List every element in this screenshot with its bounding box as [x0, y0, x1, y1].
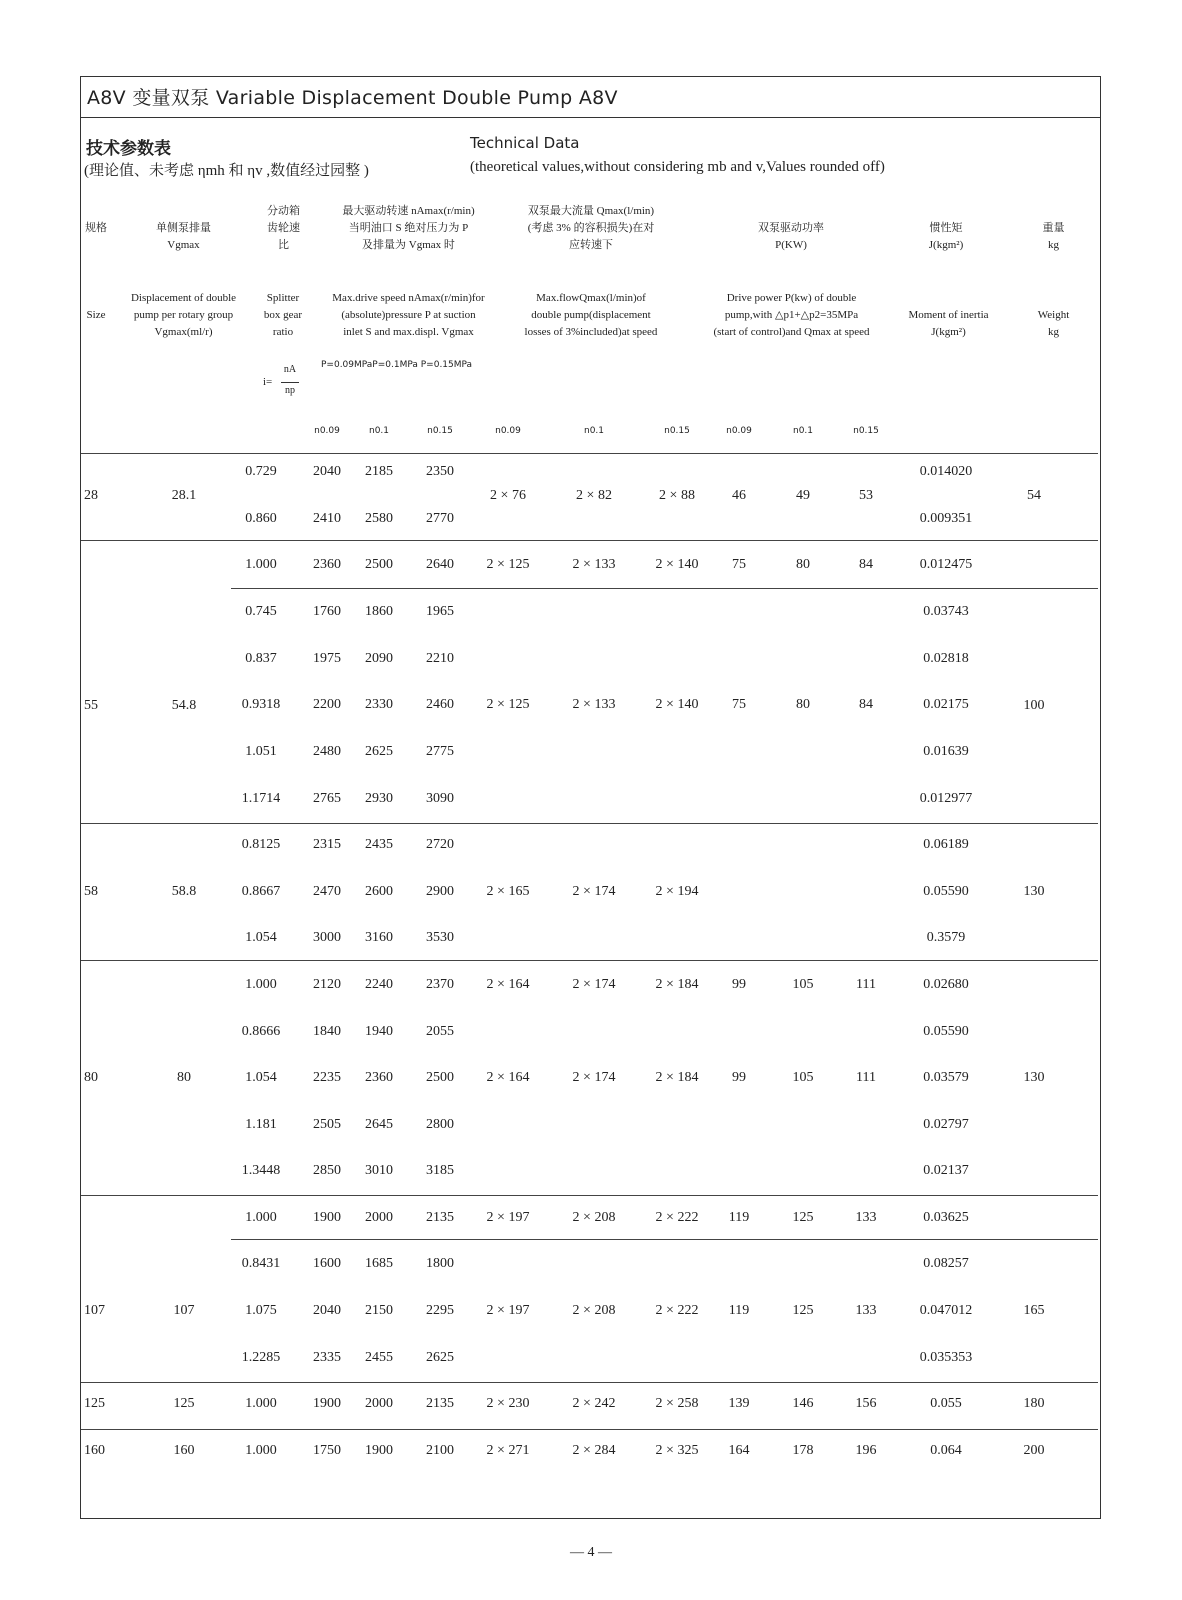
table-cell-ratio: 1.1714 [241, 791, 281, 806]
hdr-en-size: Size [86, 309, 106, 321]
table-cell-j: 0.064 [930, 1443, 962, 1458]
table-cell-s1: 1900 [313, 1210, 341, 1225]
hdr-cn-inertia: 惯性矩 J(kgm²) [928, 222, 964, 251]
row-separator [81, 1195, 1098, 1196]
table-cell-s1: 1975 [313, 651, 341, 666]
table-cell-s2: 2930 [365, 791, 393, 806]
table-cell-s2: 3160 [365, 930, 393, 945]
subheader-cell: n0.15 [664, 426, 690, 436]
table-cell-j: 0.05590 [923, 884, 969, 899]
hdr-en-displacement: Displacement of double pump per rotary group Vgmax(ml/r) [130, 292, 237, 338]
table-cell-j: 0.02818 [923, 651, 969, 666]
size-label: 125 [84, 1396, 105, 1411]
table-cell-j: 0.02797 [923, 1117, 969, 1132]
weight-value: 180 [1023, 1396, 1045, 1411]
displacement-value: 80 [177, 1070, 191, 1085]
size-label: 58 [84, 883, 98, 899]
weight-value: 54 [1027, 487, 1041, 503]
table-cell-ratio: 0.8666 [241, 1024, 281, 1039]
hdr-en-speed: Max.drive speed nAmax(r/min)for (absolute)pressure P at suction inlet S and max.displ. Vgmax [332, 292, 485, 338]
table-cell-s3: 2770 [426, 511, 454, 526]
table-cell-p1: 99 [732, 977, 746, 992]
table-cell-s2: 1940 [365, 1024, 393, 1039]
table-cell-p3: 133 [855, 1210, 877, 1225]
spec-table-frame [80, 76, 1101, 1519]
table-cell-j: 0.035353 [919, 1350, 973, 1365]
table-cell-j: 0.02175 [923, 697, 969, 712]
size-label: 80 [84, 1070, 98, 1085]
table-cell-f2: 2 × 174 [572, 884, 616, 899]
table-cell-ratio: 1.054 [245, 930, 277, 945]
displacement-value: 58.8 [171, 883, 197, 899]
table-cell-s3: 3185 [426, 1163, 454, 1178]
note-cn: (理论值、未考虑 ηmh 和 ηv ,数值经过园整 ) [84, 163, 369, 179]
displacement-value: 160 [173, 1443, 195, 1458]
subheader-cell: n0.1 [583, 426, 605, 436]
table-cell-s1: 1840 [313, 1024, 341, 1039]
table-cell-s3: 2500 [426, 1070, 454, 1085]
table-cell-p1: 46 [732, 487, 746, 503]
table-cell-f1: 2 × 165 [486, 884, 530, 899]
table-cell-f3: 2 × 222 [655, 1303, 699, 1318]
table-cell-s1: 1600 [313, 1256, 341, 1271]
hdr-cn-power: 双泵驱动功率 P(KW) [758, 222, 824, 251]
hdr-en-ratio: Splitter box gear ratio [263, 292, 303, 338]
table-cell-s2: 2150 [365, 1303, 393, 1318]
hdr-en-inertia: Moment of inertia J(kgm²) [908, 309, 989, 338]
row-separator [231, 1239, 1098, 1240]
table-cell-s1: 2410 [313, 511, 341, 526]
table-cell-f2: 2 × 242 [572, 1396, 616, 1411]
table-cell-s3: 2800 [426, 1117, 454, 1132]
table-cell-f1: 2 × 230 [486, 1396, 530, 1411]
note-en: (theoretical values,without considering mb and v,Values rounded off) [470, 159, 885, 175]
table-cell-s3: 2460 [426, 697, 454, 712]
table-cell-j: 0.3579 [926, 930, 966, 945]
table-cell-j: 0.014020 [919, 464, 973, 479]
table-cell-f1: 2 × 164 [486, 977, 530, 992]
table-cell-p2: 125 [792, 1303, 814, 1318]
table-cell-f2: 2 × 208 [572, 1303, 616, 1318]
table-cell-ratio: 0.860 [245, 511, 277, 526]
size-label: 160 [84, 1443, 105, 1458]
table-cell-p3: 111 [856, 977, 876, 992]
table-cell-j: 0.02680 [923, 977, 969, 992]
table-cell-ratio: 1.054 [245, 1070, 277, 1085]
table-cell-p2: 80 [796, 557, 810, 572]
table-cell-s2: 2090 [365, 651, 393, 666]
table-cell-ratio: 1.000 [245, 977, 277, 992]
table-cell-s1: 2040 [313, 464, 341, 479]
table-cell-s2: 2000 [365, 1210, 393, 1225]
table-cell-s3: 2775 [426, 744, 454, 759]
table-cell-f2: 2 × 284 [572, 1443, 616, 1458]
hdr-cn-speed: 最大驱动转速 nAmax(r/min) 当明油口 S 绝对压力为 P 及排量为 Vgmax 时 [342, 205, 475, 251]
heading-en: Technical Data [470, 134, 580, 152]
size-label: 28 [84, 487, 98, 503]
table-cell-ratio: 0.729 [245, 464, 277, 479]
displacement-value: 125 [173, 1396, 195, 1411]
table-cell-p2: 49 [796, 487, 810, 503]
table-cell-s2: 2580 [365, 511, 393, 526]
table-cell-s3: 3530 [426, 930, 454, 945]
table-cell-s1: 2235 [313, 1070, 341, 1085]
subheader-cell: n0.09 [314, 426, 340, 436]
table-cell-j: 0.01639 [923, 744, 969, 759]
row-separator [81, 1429, 1098, 1430]
subheader-cell: n0.15 [427, 426, 453, 436]
table-cell-p1: 119 [728, 1210, 750, 1225]
table-cell-ratio: 1.2285 [241, 1350, 281, 1365]
weight-value: 130 [1023, 1070, 1045, 1085]
heading-cn: 技术参数表 [86, 139, 171, 159]
table-cell-p1: 139 [728, 1396, 750, 1411]
subheader-cell: n0.09 [726, 426, 752, 436]
table-cell-f1: 2 × 164 [486, 1070, 530, 1085]
table-cell-f1: 2 × 125 [486, 557, 530, 572]
table-cell-f3: 2 × 184 [655, 1070, 699, 1085]
table-cell-p1: 75 [732, 697, 746, 712]
subheader-cell: n0.1 [792, 426, 814, 436]
row-separator [81, 540, 1098, 541]
table-cell-s2: 2330 [365, 697, 393, 712]
table-cell-s1: 3000 [313, 930, 341, 945]
table-cell-s3: 2640 [426, 557, 454, 572]
table-cell-j: 0.012475 [919, 557, 973, 572]
table-cell-s1: 2040 [313, 1303, 341, 1318]
hdr-en-power: Drive power P(kw) of double pump,with △p1+△p2=35MPa (start of control)and Qmax at speed [713, 292, 870, 338]
table-cell-f3: 2 × 258 [655, 1396, 699, 1411]
table-cell-ratio: 1.075 [245, 1303, 277, 1318]
table-cell-s2: 1685 [365, 1256, 393, 1271]
table-cell-ratio: 1.000 [245, 1210, 277, 1225]
size-label: 55 [84, 697, 98, 713]
table-cell-f3: 2 × 222 [655, 1210, 699, 1225]
displacement-value: 28.1 [171, 487, 197, 503]
table-cell-s3: 2625 [426, 1350, 454, 1365]
table-cell-s3: 2100 [426, 1443, 454, 1458]
table-cell-s1: 2120 [313, 977, 341, 992]
table-cell-j: 0.05590 [923, 1024, 969, 1039]
table-cell-f2: 2 × 174 [572, 1070, 616, 1085]
table-cell-f3: 2 × 88 [659, 487, 695, 503]
table-cell-s2: 3010 [365, 1163, 393, 1178]
table-cell-s2: 2455 [365, 1350, 393, 1365]
table-cell-s3: 1800 [426, 1256, 454, 1271]
table-cell-ratio: 1.3448 [241, 1163, 281, 1178]
hdr-cn-size: 规格 [85, 222, 107, 234]
table-cell-s3: 2210 [426, 651, 454, 666]
table-cell-f1: 2 × 125 [486, 697, 530, 712]
table-cell-s3: 3090 [426, 791, 454, 806]
table-cell-p1: 119 [728, 1303, 750, 1318]
table-cell-f2: 2 × 208 [572, 1210, 616, 1225]
table-cell-s2: 2240 [365, 977, 393, 992]
table-cell-s1: 1750 [313, 1443, 341, 1458]
table-cell-s2: 2000 [365, 1396, 393, 1411]
table-cell-j: 0.08257 [923, 1256, 969, 1271]
row-separator [81, 960, 1098, 961]
table-cell-f3: 2 × 140 [655, 697, 699, 712]
table-cell-j: 0.009351 [919, 511, 973, 526]
hdr-en-flow: Max.flowQmax(l/min)of double pump(displacement losses of 3%included)at speed [524, 292, 658, 338]
title-band [81, 77, 1100, 118]
table-cell-s2: 1860 [365, 604, 393, 619]
table-cell-s2: 2500 [365, 557, 393, 572]
table-cell-p2: 178 [792, 1443, 814, 1458]
table-cell-j: 0.047012 [919, 1303, 973, 1318]
table-cell-s2: 2360 [365, 1070, 393, 1085]
table-cell-f3: 2 × 140 [655, 557, 699, 572]
table-cell-s1: 2850 [313, 1163, 341, 1178]
table-cell-p1: 75 [732, 557, 746, 572]
table-cell-s1: 2315 [313, 837, 341, 852]
table-cell-p1: 99 [732, 1070, 746, 1085]
displacement-value: 107 [173, 1303, 195, 1318]
table-cell-f1: 2 × 271 [486, 1443, 530, 1458]
table-cell-ratio: 1.000 [245, 1443, 277, 1458]
table-cell-s2: 1900 [365, 1443, 393, 1458]
table-cell-j: 0.03743 [923, 604, 969, 619]
hdr-cn-flow: 双泵最大流量 Qmax(l/min) (考虑 3% 的容积损失)在对 应转速下 [527, 205, 655, 251]
table-cell-s1: 2470 [313, 884, 341, 899]
table-cell-ratio: 0.8125 [241, 837, 281, 852]
table-cell-s2: 2625 [365, 744, 393, 759]
table-cell-s3: 2135 [426, 1210, 454, 1225]
row-separator [81, 1382, 1098, 1383]
table-cell-p3: 84 [859, 557, 873, 572]
table-cell-s1: 2505 [313, 1117, 341, 1132]
table-cell-p3: 84 [859, 697, 873, 712]
table-cell-s3: 1965 [426, 604, 454, 619]
weight-value: 130 [1023, 883, 1045, 899]
table-cell-f1: 2 × 197 [486, 1303, 530, 1318]
table-cell-s3: 2720 [426, 837, 454, 852]
hdr-cn-displacement: 单侧泵排量 Vgmax [156, 222, 211, 251]
table-cell-ratio: 1.000 [245, 557, 277, 572]
table-cell-j: 0.03625 [923, 1210, 969, 1225]
row-separator [81, 823, 1098, 824]
table-cell-ratio: 1.051 [245, 744, 277, 759]
table-cell-j: 0.012977 [919, 791, 973, 806]
table-cell-s1: 2335 [313, 1350, 341, 1365]
table-cell-s3: 2370 [426, 977, 454, 992]
table-cell-j: 0.055 [930, 1396, 962, 1411]
table-cell-s2: 2185 [365, 464, 393, 479]
hdr-cn-ratio: 分动箱 齿轮速 比 [267, 205, 300, 251]
table-cell-s1: 2200 [313, 697, 341, 712]
table-cell-s3: 2295 [426, 1303, 454, 1318]
table-cell-j: 0.06189 [923, 837, 969, 852]
table-cell-f2: 2 × 133 [572, 697, 616, 712]
subheader-cell: n0.15 [853, 426, 879, 436]
table-cell-f3: 2 × 184 [655, 977, 699, 992]
page-number: — 4 — [570, 1545, 612, 1560]
table-cell-ratio: 0.8667 [241, 884, 281, 899]
table-cell-f3: 2 × 194 [655, 884, 699, 899]
table-cell-f1: 2 × 197 [486, 1210, 530, 1225]
table-cell-p2: 146 [792, 1396, 814, 1411]
table-cell-s2: 2645 [365, 1117, 393, 1132]
table-cell-s1: 2480 [313, 744, 341, 759]
table-cell-p2: 105 [792, 977, 814, 992]
table-cell-j: 0.02137 [923, 1163, 969, 1178]
table-cell-s1: 1900 [313, 1396, 341, 1411]
page-title: A8V 变量双泵 Variable Displacement Double Pump A8V [87, 87, 618, 109]
displacement-value: 54.8 [171, 697, 197, 713]
hdr-cn-weight: 重量 kg [1042, 222, 1065, 251]
table-cell-s1: 2765 [313, 791, 341, 806]
table-cell-ratio: 0.8431 [241, 1256, 281, 1271]
table-cell-f3: 2 × 325 [655, 1443, 699, 1458]
table-cell-ratio: 0.9318 [241, 697, 281, 712]
table-cell-p2: 125 [792, 1210, 814, 1225]
table-cell-f2: 2 × 133 [572, 557, 616, 572]
table-cell-p3: 133 [855, 1303, 877, 1318]
table-cell-p3: 156 [855, 1396, 877, 1411]
table-cell-s2: 2600 [365, 884, 393, 899]
table-cell-p1: 164 [728, 1443, 750, 1458]
subheader-cell: n0.09 [495, 426, 521, 436]
ratio-formula: i= nA np [263, 364, 308, 404]
hdr-en-weight: Weight kg [1037, 309, 1070, 338]
weight-value: 165 [1023, 1303, 1045, 1318]
table-cell-f2: 2 × 174 [572, 977, 616, 992]
row-separator [81, 453, 1098, 454]
table-cell-p2: 105 [792, 1070, 814, 1085]
table-cell-p3: 196 [855, 1443, 877, 1458]
row-separator [231, 588, 1098, 589]
table-cell-s2: 2435 [365, 837, 393, 852]
table-cell-s1: 2360 [313, 557, 341, 572]
table-cell-s3: 2055 [426, 1024, 454, 1039]
pressure-note: P=0.09MPaP=0.1MPa P=0.15MPa [321, 360, 473, 370]
table-cell-p3: 53 [859, 487, 873, 503]
weight-value: 200 [1023, 1443, 1045, 1458]
table-cell-s1: 1760 [313, 604, 341, 619]
table-cell-f1: 2 × 76 [490, 487, 526, 503]
table-cell-p2: 80 [796, 697, 810, 712]
table-cell-ratio: 1.000 [245, 1396, 277, 1411]
table-cell-ratio: 0.745 [245, 604, 277, 619]
table-cell-s3: 2135 [426, 1396, 454, 1411]
table-cell-ratio: 1.181 [245, 1117, 277, 1132]
weight-value: 100 [1023, 697, 1045, 713]
table-cell-ratio: 0.837 [245, 651, 277, 666]
subheader-cell: n0.1 [368, 426, 390, 436]
size-label: 107 [84, 1303, 105, 1318]
table-cell-f2: 2 × 82 [576, 487, 612, 503]
table-cell-j: 0.03579 [923, 1070, 969, 1085]
table-cell-s3: 2900 [426, 884, 454, 899]
table-cell-p3: 111 [856, 1070, 876, 1085]
table-cell-s3: 2350 [426, 464, 454, 479]
